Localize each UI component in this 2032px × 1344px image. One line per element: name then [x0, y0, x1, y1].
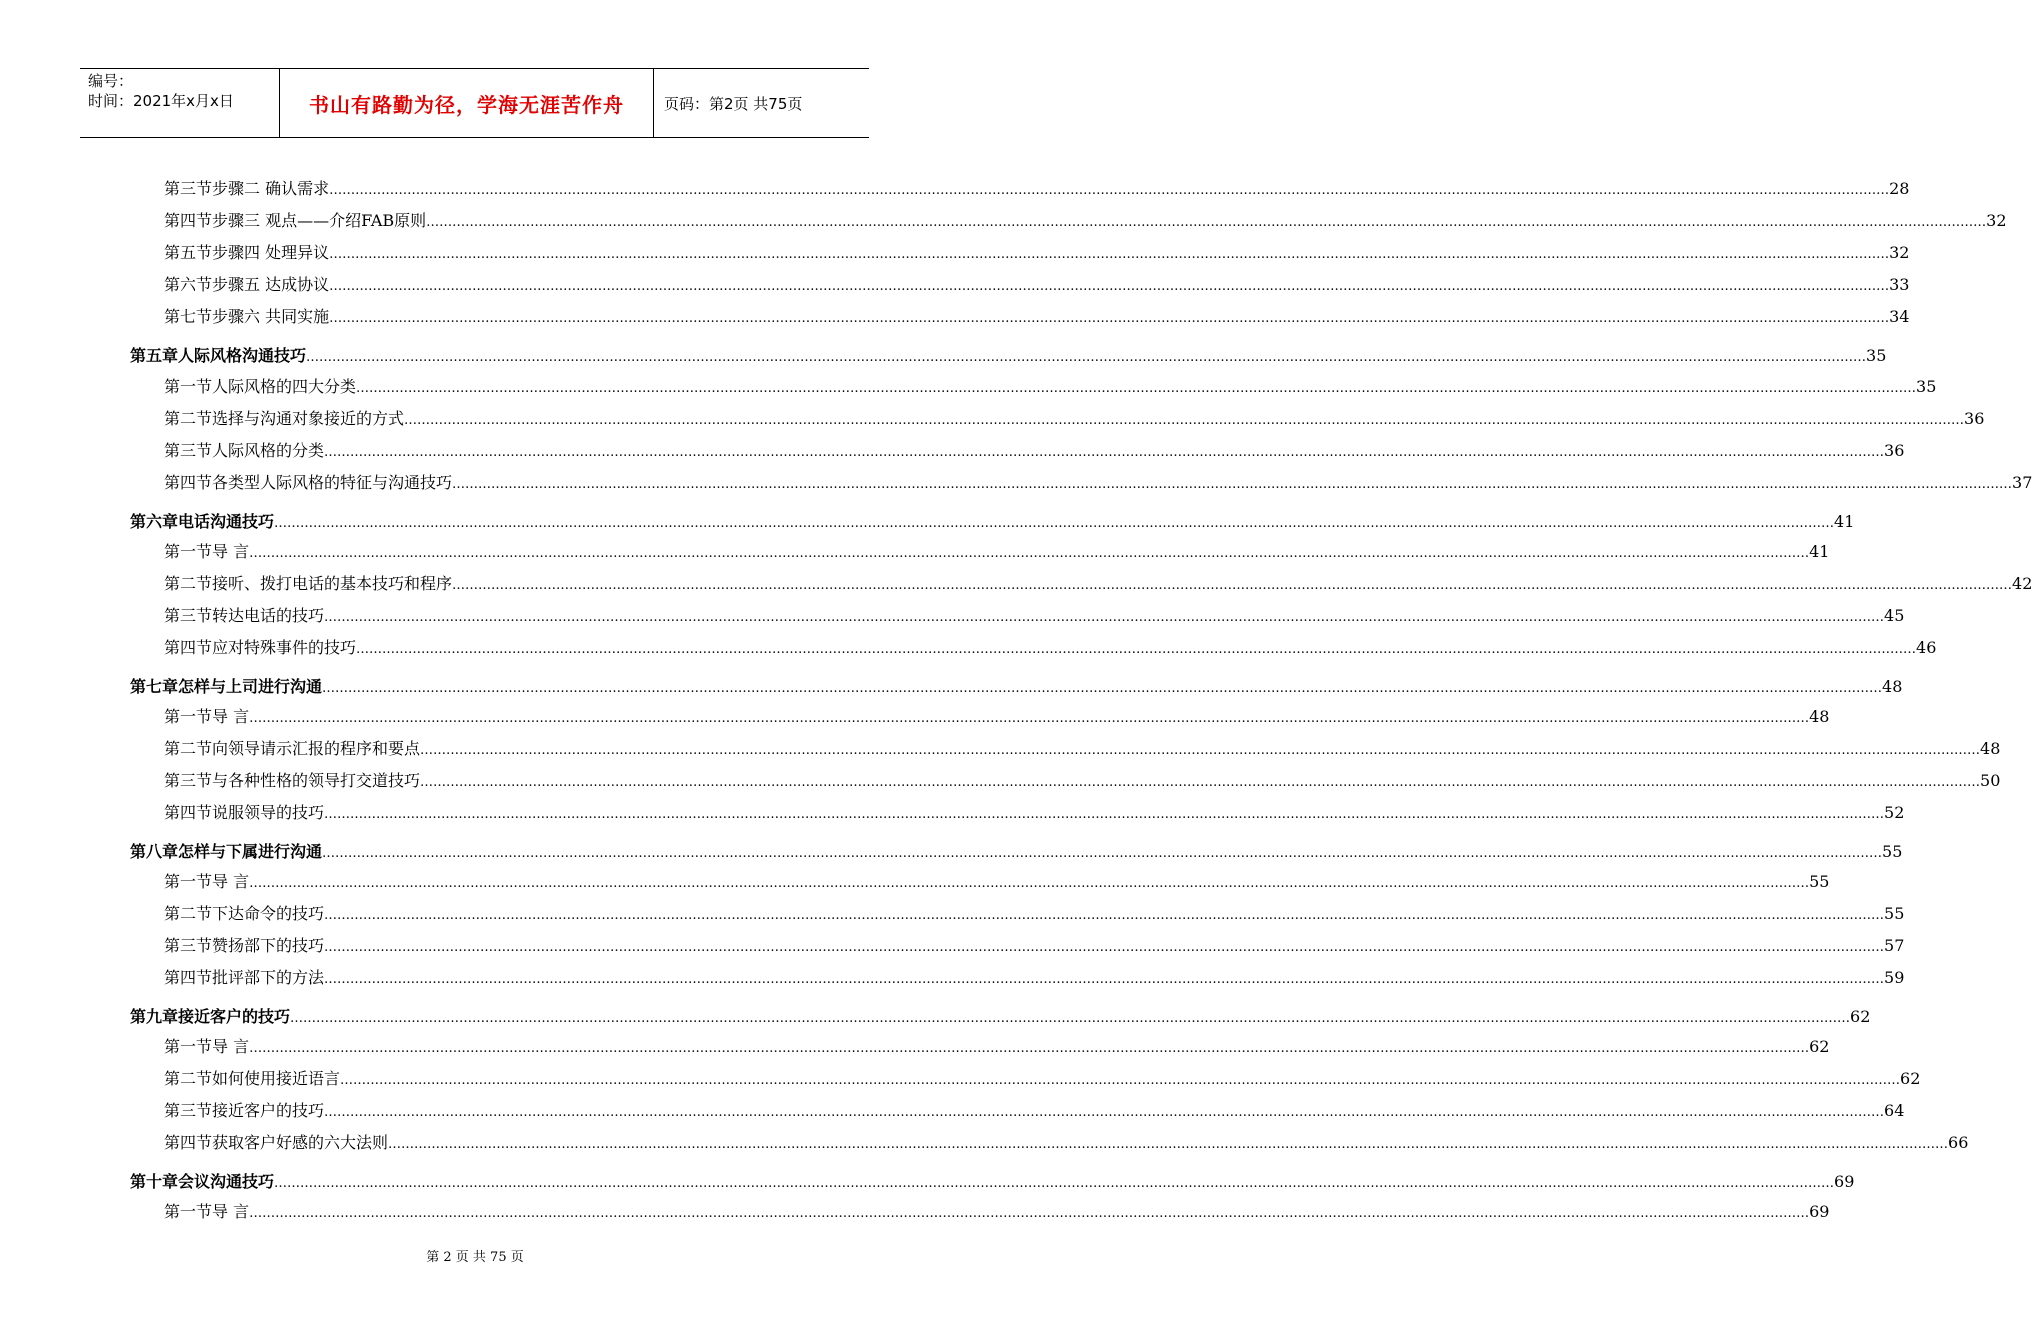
toc-leader-dots: ……………………………………………………………………………………………………………………………………………………………………………………………………………………………………………………………………………………………………………………………… [324, 908, 1885, 923]
toc-leader-dots: ……………………………………………………………………………………………………………………………………………………………………………………………………………………………………………………………………………………………………………………………… [249, 876, 1810, 891]
toc-title: 步骤五 达成协议 [212, 275, 330, 294]
toc-section-row [164, 304, 1910, 327]
toc-title: 步骤四 处理异议 [212, 243, 330, 262]
toc-number: 第二节 [164, 904, 213, 923]
toc-title: 应对特殊事件的技巧 [212, 638, 357, 657]
toc-leader-dots: ……………………………………………………………………………………………………………………………………………………………………………………………………………………………………………………………………………………………………………………………… [249, 711, 1810, 726]
motto-text: 书山有路勤为径，学海无涯苦作舟 [309, 92, 624, 117]
toc-leader-dots: ……………………………………………………………………………………………………………………………………………………………………………………………………………………………………………………………………………………………………………………………… [329, 279, 1890, 294]
toc-title: 各类型人际风格的特征与沟通技巧 [212, 473, 453, 492]
toc-leader-dots: ……………………………………………………………………………………………………………………………………………………………………………………………………………………………………………………………………………………………………………………………… [420, 743, 1981, 758]
toc-title: 步骤三 观点——介绍FAB原则 [212, 211, 427, 230]
toc-chapter-row [130, 839, 1903, 862]
toc-leader-dots: ……………………………………………………………………………………………………………………………………………………………………………………………………………………………………………………………………………………………………………………………… [388, 1137, 1949, 1152]
toc-number: 第五节 [164, 243, 213, 262]
header-page-info: 页码：第2页 共75页 [664, 94, 803, 113]
toc-number: 第四节 [164, 968, 213, 987]
toc-leader-dots: ……………………………………………………………………………………………………………………………………………………………………………………………………………………………………………………………………………………………………………………………… [329, 311, 1890, 326]
toc-title: 批评部下的方法 [212, 968, 325, 987]
toc-section-row [164, 374, 1937, 397]
toc-title: 获取客户好感的六大法则 [212, 1133, 389, 1152]
toc-page-number: 36 [1884, 441, 1905, 460]
toc-page-number: 41 [1809, 542, 1830, 561]
toc-leader-dots: ……………………………………………………………………………………………………………………………………………………………………………………………………………………………………………………………………………………………………………………………… [290, 1011, 1851, 1026]
toc-section-row [164, 603, 1905, 626]
toc-page-number: 52 [1884, 803, 1905, 822]
header-motto [280, 69, 654, 137]
toc-leader-dots: ……………………………………………………………………………………………………………………………………………………………………………………………………………………………………………………………………………………………………………………………… [306, 350, 1867, 365]
toc-number: 第六章 [130, 512, 179, 531]
toc-number: 第三节 [164, 771, 213, 790]
toc-section-row [164, 406, 1985, 429]
toc-number: 第一节 [164, 707, 213, 726]
toc-number: 第七章 [130, 677, 179, 696]
time-label: 时间：2021年x月x日 [88, 92, 234, 110]
toc-page-number: 62 [1850, 1007, 1871, 1026]
toc-page-number: 48 [1980, 739, 2001, 758]
toc-number: 第十章 [130, 1172, 179, 1191]
toc-leader-dots: ……………………………………………………………………………………………………………………………………………………………………………………………………………………………………………………………………………………………………………………………… [340, 1073, 1901, 1088]
toc-title: 步骤二 确认需求 [212, 179, 330, 198]
toc-title: 导 言 [212, 707, 250, 726]
toc-section-row [164, 208, 2007, 231]
toc-leader-dots: ……………………………………………………………………………………………………………………………………………………………………………………………………………………………………………………………………………………………………………………………… [324, 807, 1885, 822]
toc-leader-dots: ……………………………………………………………………………………………………………………………………………………………………………………………………………………………………………………………………………………………………………………………… [452, 578, 2013, 593]
toc-number: 第三节 [164, 179, 213, 198]
toc-number: 第二节 [164, 574, 213, 593]
toc-number: 第四节 [164, 638, 213, 657]
toc-title: 人际风格的四大分类 [212, 377, 357, 396]
toc-title: 如何使用接近语言 [212, 1069, 341, 1088]
toc-page-number: 55 [1882, 842, 1903, 861]
toc-leader-dots: ……………………………………………………………………………………………………………………………………………………………………………………………………………………………………………………………………………………………………………………………… [404, 413, 1965, 428]
toc-number: 第四节 [164, 473, 213, 492]
toc-title: 选择与沟通对象接近的方式 [212, 409, 405, 428]
toc-title: 怎样与下属进行沟通 [178, 842, 323, 861]
toc-title: 怎样与上司进行沟通 [178, 677, 323, 696]
toc-page-number: 35 [1916, 377, 1937, 396]
toc-page-number: 37 [2012, 473, 2032, 492]
toc-section-row [164, 1199, 1830, 1222]
toc-leader-dots: ……………………………………………………………………………………………………………………………………………………………………………………………………………………………………………………………………………………………………………………………… [329, 183, 1890, 198]
toc-title: 接近客户的技巧 [178, 1007, 291, 1026]
toc-title: 步骤六 共同实施 [212, 307, 330, 326]
toc-number: 第一节 [164, 1202, 213, 1221]
toc-leader-dots: ……………………………………………………………………………………………………………………………………………………………………………………………………………………………………………………………………………………………………………………………… [274, 1176, 1835, 1191]
toc-chapter-row [130, 1004, 1871, 1027]
toc-page-number: 55 [1809, 872, 1830, 891]
toc-number: 第六节 [164, 275, 213, 294]
toc-chapter-row [130, 1169, 1855, 1192]
toc-page-number: 59 [1884, 968, 1905, 987]
toc-title: 接听、拨打电话的基本技巧和程序 [212, 574, 453, 593]
toc-number: 第八章 [130, 842, 179, 861]
toc-leader-dots: ……………………………………………………………………………………………………………………………………………………………………………………………………………………………………………………………………………………………………………………………… [274, 516, 1835, 531]
toc-leader-dots: ……………………………………………………………………………………………………………………………………………………………………………………………………………………………………………………………………………………………………………………………… [322, 846, 1883, 861]
toc-leader-dots: ……………………………………………………………………………………………………………………………………………………………………………………………………………………………………………………………………………………………………………………………… [452, 477, 2013, 492]
toc-leader-dots: ……………………………………………………………………………………………………………………………………………………………………………………………………………………………………………………………………………………………………………………………… [324, 940, 1885, 955]
toc-leader-dots: ……………………………………………………………………………………………………………………………………………………………………………………………………………………………………………………………………………………………………………………………… [329, 247, 1890, 262]
toc-chapter-row [130, 674, 1903, 697]
toc-number: 第三节 [164, 936, 213, 955]
toc-title: 会议沟通技巧 [178, 1172, 275, 1191]
toc-title: 转达电话的技巧 [212, 606, 325, 625]
toc-leader-dots: ……………………………………………………………………………………………………………………………………………………………………………………………………………………………………………………………………………………………………………………………… [249, 546, 1810, 561]
toc-page-number: 55 [1884, 904, 1905, 923]
toc-section-row [164, 901, 1905, 924]
toc-number: 第二节 [164, 739, 213, 758]
toc-page-number: 69 [1809, 1202, 1830, 1221]
toc-page-number: 62 [1900, 1069, 1921, 1088]
toc-section-row [164, 635, 1937, 658]
page-footer: 第 2 页 共 75 页 [426, 1250, 524, 1265]
toc-page-number: 62 [1809, 1037, 1830, 1056]
toc-section-row [164, 1034, 1830, 1057]
toc-section-row [164, 176, 1910, 199]
toc-title: 电话沟通技巧 [178, 512, 275, 531]
toc-leader-dots: ……………………………………………………………………………………………………………………………………………………………………………………………………………………………………………………………………………………………………………………………… [249, 1206, 1810, 1221]
toc-section-row [164, 768, 2001, 791]
toc-page-number: 32 [1889, 243, 1910, 262]
toc-page-number: 57 [1884, 936, 1905, 955]
toc-number: 第九章 [130, 1007, 179, 1026]
toc-number: 第四节 [164, 211, 213, 230]
toc-leader-dots: ……………………………………………………………………………………………………………………………………………………………………………………………………………………………………………………………………………………………………………………………… [426, 215, 1987, 230]
toc-section-row [164, 800, 1905, 823]
toc-title: 人际风格沟通技巧 [178, 346, 307, 365]
toc-page-number: 32 [1986, 211, 2007, 230]
toc-title: 导 言 [212, 1037, 250, 1056]
toc-page-number: 50 [1980, 771, 2001, 790]
toc-section-row [164, 1130, 1969, 1153]
toc-leader-dots: ……………………………………………………………………………………………………………………………………………………………………………………………………………………………………………………………………………………………………………………………… [324, 972, 1885, 987]
toc-number: 第三节 [164, 441, 213, 460]
toc-section-row [164, 470, 2032, 493]
toc-page-number: 33 [1889, 275, 1910, 294]
toc-number: 第四节 [164, 1133, 213, 1152]
toc-page-number: 46 [1916, 638, 1937, 657]
toc-number: 第二节 [164, 1069, 213, 1088]
toc-title: 下达命令的技巧 [212, 904, 325, 923]
toc-section-row [164, 438, 1905, 461]
toc-page-number: 35 [1866, 346, 1887, 365]
toc-section-row [164, 1066, 1921, 1089]
toc-number: 第一节 [164, 1037, 213, 1056]
toc-leader-dots: ……………………………………………………………………………………………………………………………………………………………………………………………………………………………………………………………………………………………………………………………… [420, 775, 1981, 790]
toc-number: 第二节 [164, 409, 213, 428]
toc-title: 导 言 [212, 542, 250, 561]
toc-page-number: 45 [1884, 606, 1905, 625]
toc-section-row [164, 240, 1910, 263]
toc-section-row [164, 571, 2032, 594]
toc-section-row [164, 272, 1910, 295]
toc-number: 第五章 [130, 346, 179, 365]
toc-number: 第七节 [164, 307, 213, 326]
toc-page-number: 28 [1889, 179, 1910, 198]
toc-leader-dots: ……………………………………………………………………………………………………………………………………………………………………………………………………………………………………………………………………………………………………………………………… [324, 1105, 1885, 1120]
toc-chapter-row [130, 343, 1887, 366]
toc-title: 说服领导的技巧 [212, 803, 325, 822]
toc-section-row [164, 539, 1830, 562]
toc-section-row [164, 736, 2001, 759]
toc-page-number: 36 [1964, 409, 1985, 428]
toc-page-number: 48 [1809, 707, 1830, 726]
toc-number: 第三节 [164, 606, 213, 625]
toc-leader-dots: ……………………………………………………………………………………………………………………………………………………………………………………………………………………………………………………………………………………………………………………………… [324, 445, 1885, 460]
toc-section-row [164, 933, 1905, 956]
toc-page-number: 69 [1834, 1172, 1855, 1191]
header-meta [80, 69, 280, 137]
toc-title: 导 言 [212, 1202, 250, 1221]
toc-number: 第三节 [164, 1101, 213, 1120]
toc-section-row [164, 1098, 1905, 1121]
toc-leader-dots: ……………………………………………………………………………………………………………………………………………………………………………………………………………………………………………………………………………………………………………………………… [324, 610, 1885, 625]
toc-page-number: 66 [1948, 1133, 1969, 1152]
toc-page-number: 64 [1884, 1101, 1905, 1120]
toc-section-row [164, 869, 1830, 892]
toc-number: 第一节 [164, 542, 213, 561]
toc-title: 与各种性格的领导打交道技巧 [212, 771, 421, 790]
toc-section-row [164, 704, 1830, 727]
toc-number: 第一节 [164, 377, 213, 396]
toc-chapter-row [130, 509, 1855, 532]
toc-title: 接近客户的技巧 [212, 1101, 325, 1120]
toc-title: 导 言 [212, 872, 250, 891]
toc-page-number: 34 [1889, 307, 1910, 326]
number-label: 编号： [88, 72, 134, 90]
toc-section-row [164, 965, 1905, 988]
toc-leader-dots: ……………………………………………………………………………………………………………………………………………………………………………………………………………………………………………………………………………………………………………………………… [356, 381, 1917, 396]
toc-leader-dots: ……………………………………………………………………………………………………………………………………………………………………………………………………………………………………………………………………………………………………………………………… [249, 1041, 1810, 1056]
page-header [80, 68, 869, 138]
toc-title: 人际风格的分类 [212, 441, 325, 460]
toc-page-number: 42 [2012, 574, 2032, 593]
toc-number: 第四节 [164, 803, 213, 822]
toc-page-number: 41 [1834, 512, 1855, 531]
toc-page-number: 48 [1882, 677, 1903, 696]
toc-title: 赞扬部下的技巧 [212, 936, 325, 955]
toc-title: 向领导请示汇报的程序和要点 [212, 739, 421, 758]
toc-number: 第一节 [164, 872, 213, 891]
toc-leader-dots: ……………………………………………………………………………………………………………………………………………………………………………………………………………………………………………………………………………………………………………………………… [322, 681, 1883, 696]
toc-leader-dots: ……………………………………………………………………………………………………………………………………………………………………………………………………………………………………………………………………………………………………………………………… [356, 642, 1917, 657]
